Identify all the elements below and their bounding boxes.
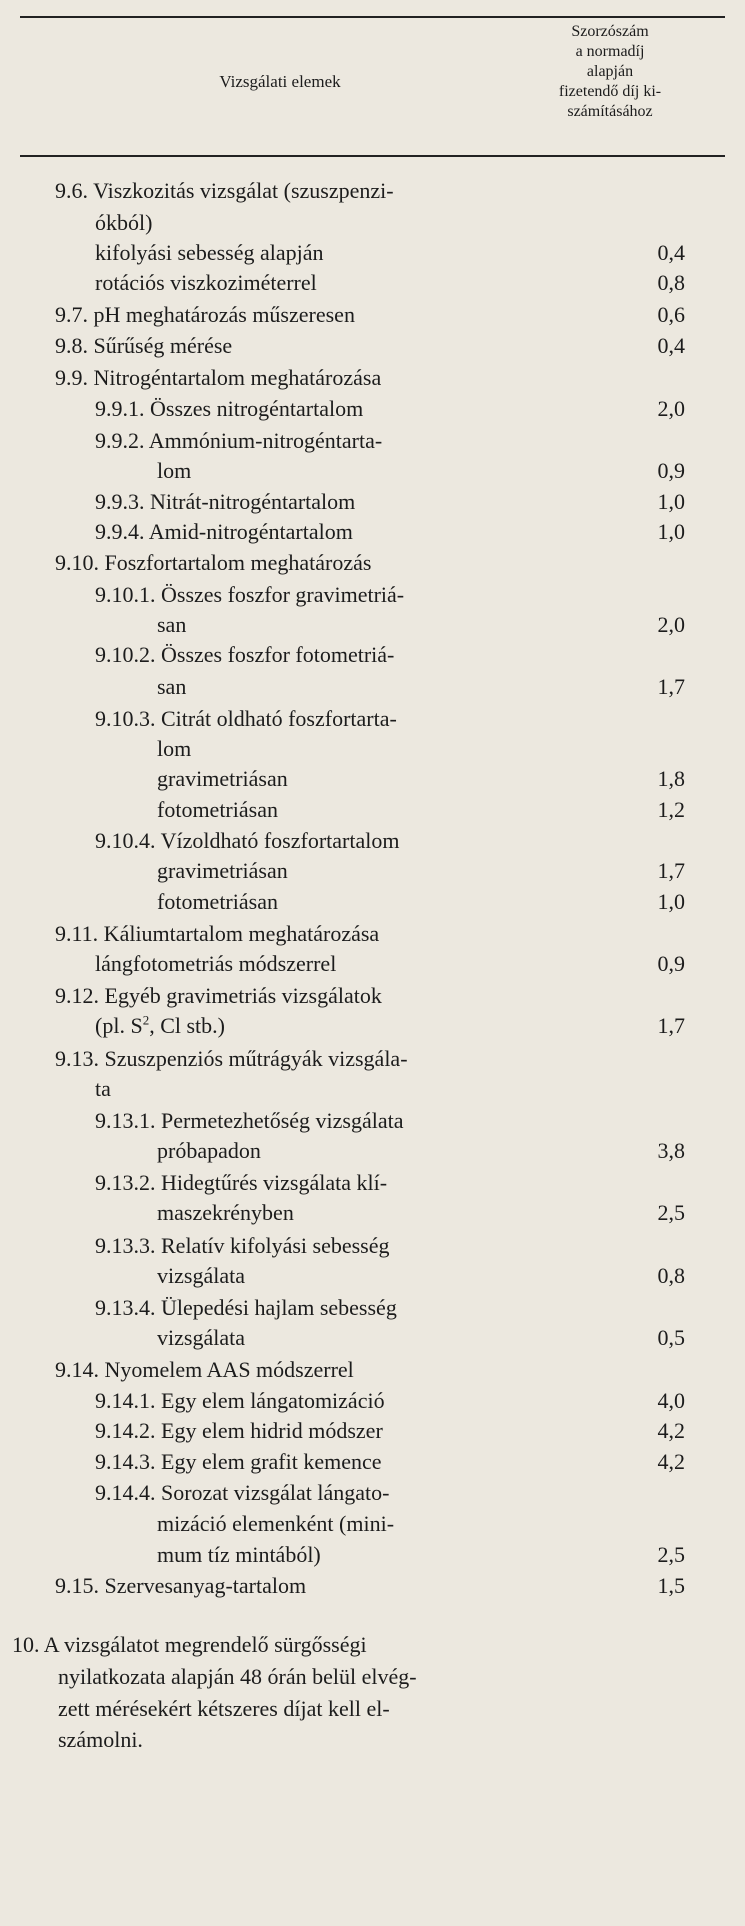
multiplier-value: 1,2 xyxy=(657,797,685,822)
item-text: 9.15. Szervesanyag-tartalom xyxy=(55,1573,307,1598)
item-text: ta xyxy=(95,1076,111,1101)
item-line xyxy=(95,642,394,668)
header-line: alapján xyxy=(586,63,634,80)
item-text: próbapadon xyxy=(157,1138,261,1163)
multiplier-value: 0,4 xyxy=(657,333,685,358)
item-line xyxy=(55,550,371,576)
item-line xyxy=(95,582,404,608)
item-text: ókból) xyxy=(95,210,153,235)
footer-line: nyilatkozata alapján 48 órán belül elvég- xyxy=(58,1664,417,1689)
item-text: lom xyxy=(157,458,192,483)
item-text: 9.13.4. Ülepedési hajlam sebesség xyxy=(95,1295,397,1320)
multiplier-value: 4,2 xyxy=(657,1418,685,1443)
item-text: 9.13.2. Hidegtűrés vizsgálata klí- xyxy=(95,1170,388,1195)
multiplier-value: 4,2 xyxy=(657,1449,685,1474)
item-line xyxy=(95,1233,390,1259)
multiplier-value: 1,0 xyxy=(657,519,685,544)
item-line xyxy=(55,1573,306,1599)
item-line xyxy=(95,210,152,236)
multiplier-value: 0,9 xyxy=(657,458,685,483)
item-text: 9.12. Egyéb gravimetriás vizsgálatok xyxy=(55,983,382,1008)
item-text: vizsgálata xyxy=(157,1263,245,1288)
multiplier-value: 0,5 xyxy=(657,1325,685,1350)
item-text: 9.14.3. Egy elem grafit kemence xyxy=(95,1449,382,1474)
multiplier-value: 0,9 xyxy=(657,951,685,976)
item-line xyxy=(157,1200,294,1226)
item-text: 9.8. Sűrűség mérése xyxy=(55,333,233,358)
item-line xyxy=(95,1480,389,1506)
item-line xyxy=(95,1076,111,1102)
item-line xyxy=(157,766,288,792)
item-text: 9.10.4. Vízoldható foszfortartalom xyxy=(95,828,400,853)
item-line xyxy=(157,797,278,823)
item-text: fotometriásan xyxy=(157,797,278,822)
item-line xyxy=(157,1325,245,1351)
item-line xyxy=(157,674,186,700)
multiplier-value: 0,8 xyxy=(657,1263,685,1288)
item-line xyxy=(95,270,317,296)
item-line xyxy=(157,1263,245,1289)
multiplier-value: 0,8 xyxy=(657,270,685,295)
header-bottom-rule xyxy=(20,155,725,157)
item-text: san xyxy=(157,674,187,699)
multiplier-value: 1,0 xyxy=(657,889,685,914)
header-line: Szorzószám xyxy=(571,23,649,40)
item-text: vizsgálata xyxy=(157,1325,245,1350)
item-text: 9.13.1. Permetezhetőség vizsgálata xyxy=(95,1108,404,1133)
item-text: 9.9.3. Nitrát-nitrogéntartalom xyxy=(95,489,356,514)
item-line xyxy=(157,889,278,915)
item-line xyxy=(55,1046,408,1072)
column-header-multiplier xyxy=(520,22,700,122)
item-line xyxy=(95,828,399,854)
item-line xyxy=(95,1108,404,1134)
superscript: 2 xyxy=(142,1012,150,1028)
top-rule xyxy=(20,16,725,18)
item-text: 9.9.2. Ammónium-nitrogéntarta- xyxy=(95,428,383,453)
item-line xyxy=(157,858,288,884)
item-line xyxy=(95,1418,383,1444)
multiplier-value: 0,4 xyxy=(657,240,685,265)
item-text: 9.14.2. Egy elem hidrid módszer xyxy=(95,1418,383,1443)
multiplier-value: 2,5 xyxy=(657,1200,685,1225)
column-header-items: Vizsgálati elemek xyxy=(219,72,341,91)
item-line xyxy=(157,1511,394,1537)
item-text: gravimetriásan xyxy=(157,766,288,791)
item-text: 9.10.2. Összes foszfor fotometriá- xyxy=(95,642,395,667)
item-text: 9.9. Nitrogéntartalom meghatározása xyxy=(55,365,382,390)
item-text: 9.6. Viszkozitás vizsgálat (szuszpenzi- xyxy=(55,178,394,203)
item-text: gravimetriásan xyxy=(157,858,288,883)
footer-line: zett mérésekért kétszeres díjat kell el- xyxy=(58,1696,390,1721)
item-text: fotometriásan xyxy=(157,889,278,914)
item-text: san xyxy=(157,612,187,637)
item-line xyxy=(95,706,397,732)
item-text: mizáció elemenként (mini- xyxy=(157,1511,395,1536)
multiplier-value: 1,5 xyxy=(657,1573,685,1598)
multiplier-value: 1,0 xyxy=(657,489,685,514)
item-line xyxy=(55,365,381,391)
item-text: 9.10. Foszfortartalom meghatározás xyxy=(55,550,372,575)
item-text: mum tíz mintából) xyxy=(157,1542,321,1567)
item-line xyxy=(55,983,382,1009)
item-text: 9.13.3. Relatív kifolyási sebesség xyxy=(95,1233,390,1258)
header-line: fizetendő díj ki- xyxy=(558,83,662,100)
item-line xyxy=(55,302,355,328)
item-line xyxy=(95,240,324,266)
multiplier-value: 1,7 xyxy=(657,858,685,883)
item-line xyxy=(95,1449,382,1475)
item-line xyxy=(95,519,353,545)
item-line xyxy=(95,489,355,515)
multiplier-value: 4,0 xyxy=(657,1388,685,1413)
item-text: (pl. S xyxy=(95,1013,143,1038)
item-line xyxy=(55,333,232,359)
item-text: 9.9.4. Amid-nitrogéntartalom xyxy=(95,519,353,544)
item-text: lángfotometriás módszerrel xyxy=(95,951,337,976)
item-line xyxy=(95,1295,397,1321)
item-text: 9.14.4. Sorozat vizsgálat lángato- xyxy=(95,1480,390,1505)
item-line xyxy=(157,612,186,638)
header-line: a normadíj xyxy=(575,43,645,60)
item-line xyxy=(95,396,363,422)
item-line xyxy=(95,1170,387,1196)
item-text: 9.13. Szuszpenziós műtrágyák vizsgála- xyxy=(55,1046,408,1071)
item-text: maszekrényben xyxy=(157,1200,294,1225)
item-text: lom xyxy=(157,736,192,761)
footer-line: számolni. xyxy=(58,1727,143,1752)
item-text-tail: , Cl stb.) xyxy=(149,1013,225,1038)
item-line xyxy=(157,736,191,762)
multiplier-value: 3,8 xyxy=(657,1138,685,1163)
item-line xyxy=(55,1357,354,1383)
item-text: 9.14.1. Egy elem lángatomizáció xyxy=(95,1388,385,1413)
multiplier-value: 2,5 xyxy=(657,1542,685,1567)
item-line xyxy=(55,921,379,947)
footer-line: 10. A vizsgálatot megrendelő sürgősségi xyxy=(12,1632,367,1657)
item-text: 9.14. Nyomelem AAS módszerrel xyxy=(55,1357,354,1382)
item-line xyxy=(157,1138,261,1164)
multiplier-value: 2,0 xyxy=(657,396,685,421)
multiplier-value: 2,0 xyxy=(657,612,685,637)
multiplier-value: 0,6 xyxy=(657,302,685,327)
item-text: kifolyási sebesség alapján xyxy=(95,240,324,265)
header-line: számításához xyxy=(567,103,653,120)
item-text: 9.11. Káliumtartalom meghatározása xyxy=(55,921,380,946)
item-line xyxy=(95,951,336,977)
multiplier-value: 1,7 xyxy=(657,1013,685,1038)
item-text: 9.10.1. Összes foszfor gravimetriá- xyxy=(95,582,405,607)
item-text: 9.10.3. Citrát oldható foszfortarta- xyxy=(95,706,397,731)
multiplier-value: 1,8 xyxy=(657,766,685,791)
item-line xyxy=(95,428,382,454)
item-line xyxy=(95,1388,385,1414)
item-text: rotációs viszkoziméterrel xyxy=(95,270,317,295)
item-line xyxy=(95,1013,225,1039)
item-line xyxy=(55,178,394,204)
item-text: 9.7. pH meghatározás műszeresen xyxy=(55,302,355,327)
item-text: 9.9.1. Összes nitrogéntartalom xyxy=(95,396,364,421)
multiplier-value: 1,7 xyxy=(657,674,685,699)
item-line xyxy=(157,1542,321,1568)
item-line xyxy=(157,458,191,484)
